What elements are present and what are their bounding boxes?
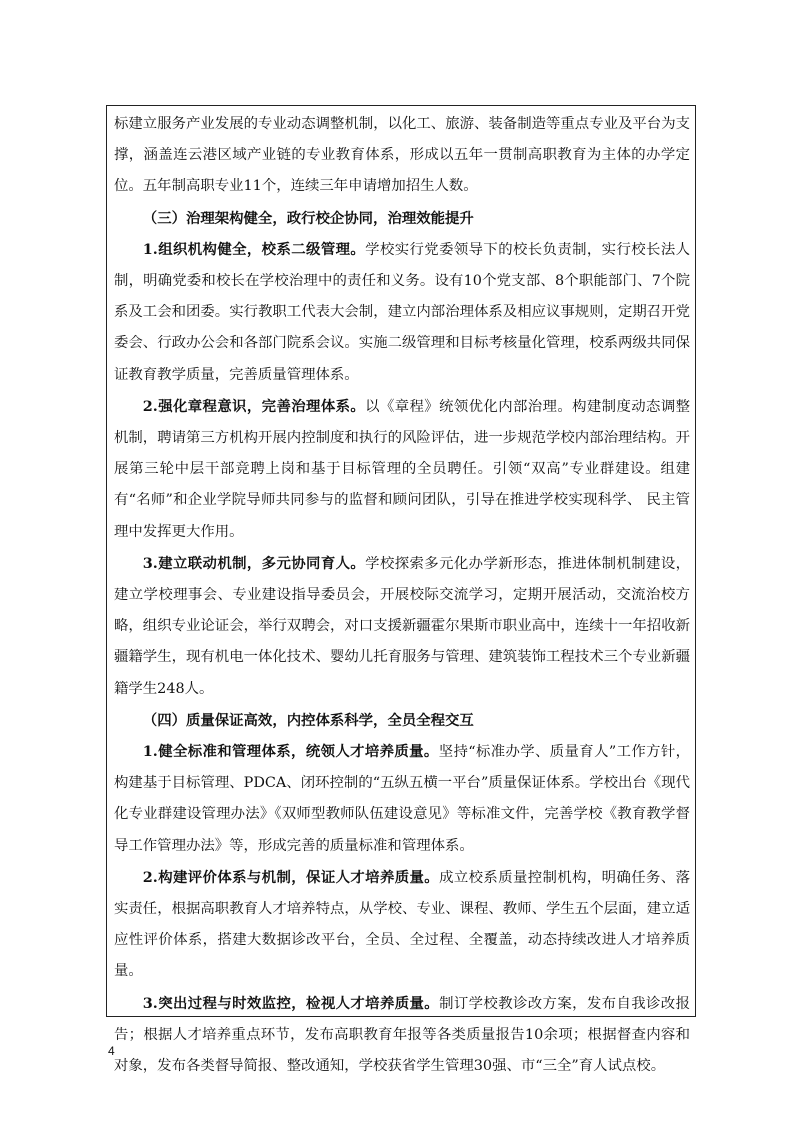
paragraph-quality-2: 2.构建评价体系与机制，保证人才培养质量。成立校系质量控制机构，明确任务、落实责任，根据高职教育人才培养特点，从学校、专业、课程、教师、学生五个层面，建立适应性评价体系，搭建大数据诊改平台，全员、全过程、全覆盖，动态持续改进人才培养质量。: [114, 868, 690, 980]
section-heading-4: （四）质量保证高效，内控体系科学，全员全程交互: [142, 711, 474, 729]
paragraph-governance-2: 2.强化章程意识，完善治理体系。以《章程》统领优化内部治理。构建制度动态调整机制，聘请第三方机构开展内控制度和执行的风险评估，进一步规范学校内部治理结构。开展第三轮中层干部竞聘上岗和基于目标管理的全员聘任。引领“双高”专业群建设。组建有“名师”和企业学院导师共同参与的监督和顾问团队，引导在推进学校实现科学、 民主管理中发挥更大作用。: [114, 397, 690, 540]
paragraph-lead: 1.健全标准和管理体系，统领人才培养质量。: [142, 743, 439, 761]
section-heading-3: （三）治理架构健全，政行校企协同，治理效能提升: [142, 209, 474, 227]
paragraph-governance-3: 3.建立联动机制，多元协同育人。学校探索多元化办学新形态，推进体制机制建设，建立学校理事会、专业建设指导委员会，开展校际交流学习，定期开展活动，交流治校方略，组织专业论证会，举行双聘会，对口支援新疆霍尔果斯市职业高中，连续十一年招收新疆籍学生，现有机电一体化技术、婴幼儿托育服务与管理、建筑装饰工程技术三个专业新疆籍学生248人。: [114, 554, 690, 697]
document-body: [114, 109, 690, 1082]
paragraph-lead: 1.组织机构健全，校系二级管理。: [142, 240, 366, 258]
paragraph-intro: 标建立服务产业发展的专业动态调整机制，以化工、旅游、装备制造等重点专业及平台为支撑，涵盖连云港区域产业链的专业教育体系，形成以五年一贯制高职教育为主体的办学定位。五年制高职专业11个，连续三年申请增加招生人数。: [114, 116, 690, 195]
paragraph-lead: 2.强化章程意识，完善治理体系。: [142, 397, 366, 415]
paragraph-quality-1: 1.健全标准和管理体系，统领人才培养质量。坚持“标准办学、质量育人”工作方针，构建基于目标管理、PDCA、闭环控制的“五纵五横一平台”质量保证体系。学校出台《现代化专业群建设管理办法》《双师型教师队伍建设意见》等标准文件，完善学校《教育教学督导工作管理办法》等，形成完善的质量标准和管理体系。: [114, 743, 691, 854]
paragraph-quality-3: 3.突出过程与时效监控，检视人才培养质量。制订学校教诊改方案，发布自我诊改报告；根据人才培养重点环节，发布高职教育年报等各类质量报告10余项；根据督查内容和对象，发布各类督导简报、整改通知，学校获省学生管理30强、市“三全”育人试点校。: [114, 994, 690, 1075]
paragraph-governance-1: 1.组织机构健全，校系二级管理。学校实行党委领导下的校长负责制，实行校长法人制，明确党委和校长在学校治理中的责任和义务。设有10个党支部、8个职能部门、7个院系及工会和团委。实行教职工代表大会制，建立内部治理体系及相应议事规则，定期召开党委会、行政办公会和各部门院系会议。实施二级管理和目标考核量化管理，校系两级共同保证教育教学质量，完善质量管理体系。: [114, 240, 690, 383]
page-number: 4: [108, 1044, 115, 1058]
paragraph-lead: 3.突出过程与时效监控，检视人才培养质量。: [142, 994, 440, 1012]
paragraph-lead: 3.建立联动机制，多元协同育人。: [142, 554, 366, 572]
paragraph-lead: 2.构建评价体系与机制，保证人才培养质量。: [142, 868, 440, 886]
